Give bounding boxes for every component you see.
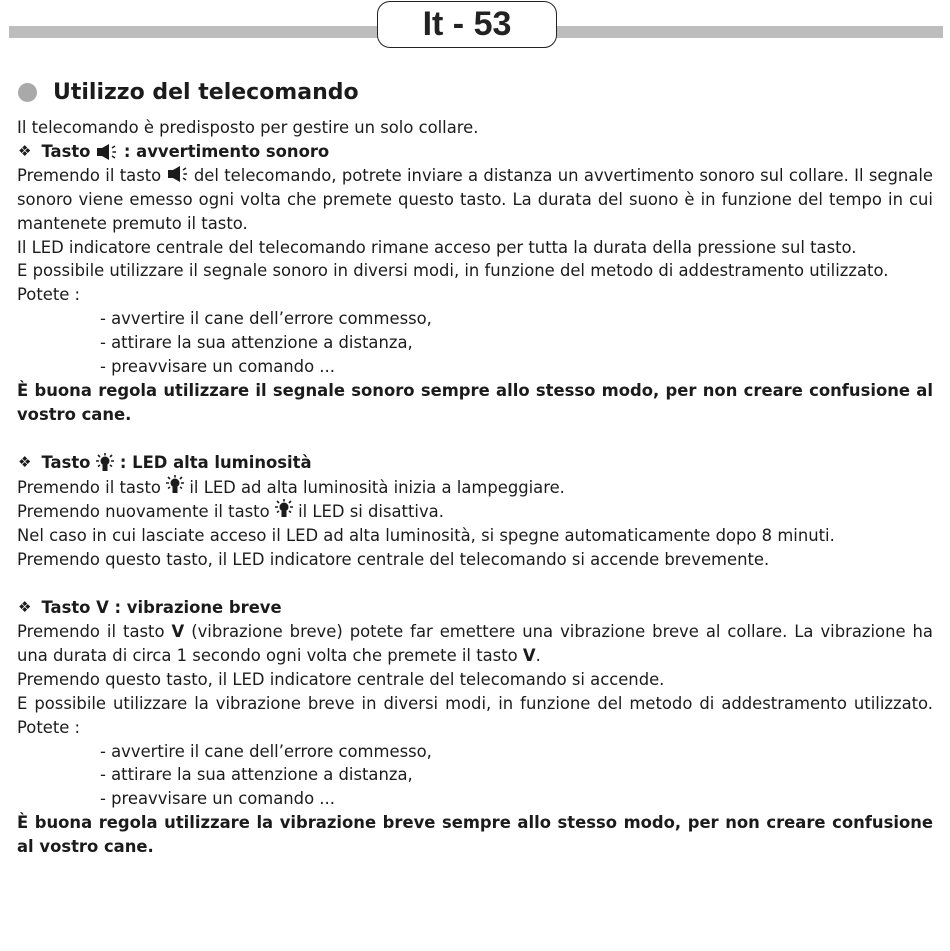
- speaker-icon: [167, 165, 189, 183]
- sound-paragraph-1: Premendo il tasto del telecomando, potrete inviare a distanza un avvertimento sonoro sul collare. Il segnale sonoro viene emesso ogni volta che premete questo tasto. La durata del suono è in funzione del tempo in cui mantenete premuto il tasto.: [17, 165, 933, 233]
- bulb-icon: [166, 475, 184, 495]
- bulb-icon: [275, 499, 293, 519]
- list-item: - preavvisare un comando ...: [100, 357, 335, 377]
- list-item: - avvertire il cane dell’errore commesso,: [100, 741, 432, 761]
- led-line-3: Nel caso in cui lasciate acceso il LED ad alta luminosità, si spegne automaticamente dopo 8 minuti.: [17, 526, 835, 546]
- section-heading: [18, 80, 359, 105]
- vib-heading: ❖ Tasto V : vibrazione breve: [17, 596, 933, 620]
- sound-paragraph-4: Potete :: [17, 285, 81, 305]
- diamond-bullet-icon: ❖: [18, 452, 32, 471]
- vib-paragraph-1: Premendo il tasto V (vibrazione breve) potete far emettere una vibrazione breve al collare. La vibrazione ha una durata di circa 1 secondo ogni volta che premete il tasto V.: [17, 622, 933, 665]
- vib-paragraph-2: Premendo questo tasto, il LED indicatore centrale del telecomando si accende.: [17, 669, 665, 689]
- sound-paragraph-3: E possibile utilizzare il segnale sonoro in diversi modi, in funzione del metodo di addestramento utilizzato.: [17, 261, 889, 281]
- vib-paragraph-3: E possibile utilizzare la vibrazione breve in diversi modi, in funzione del metodo di addestramento utilizzato. Potete :: [17, 693, 933, 737]
- diamond-bullet-icon: ❖: [18, 598, 32, 617]
- body-text: [17, 116, 933, 859]
- sound-paragraph-2: Il LED indicatore centrale del telecomando rimane acceso per tutta la durata della pressione sul tasto.: [17, 237, 857, 257]
- list-item: - preavvisare un comando ...: [100, 789, 335, 809]
- diamond-bullet-icon: ❖: [18, 141, 32, 160]
- list-item: - avvertire il cane dell’errore commesso,: [100, 309, 432, 329]
- led-heading: ❖ Tasto : LED alta luminosità: [17, 451, 933, 475]
- sound-note: È buona regola utilizzare il segnale sonoro sempre allo stesso modo, per non creare confusione al vostro cane.: [17, 380, 933, 424]
- list-item: - attirare la sua attenzione a distanza,: [100, 333, 413, 353]
- vib-note: È buona regola utilizzare la vibrazione breve sempre allo stesso modo, per non creare confusione al vostro cane.: [17, 813, 933, 857]
- section-title: Utilizzo del telecomando: [53, 80, 359, 105]
- speaker-icon: [96, 143, 118, 161]
- led-line-1: Premendo il tasto il LED ad alta luminosità inizia a lampeggiare.: [17, 475, 933, 500]
- bulb-icon: [96, 453, 114, 473]
- section-bullet-icon: [18, 83, 37, 102]
- led-line-4: Premendo questo tasto, il LED indicatore centrale del telecomando si accende brevemente.: [17, 550, 770, 570]
- sound-heading: ❖ Tasto : avvertimento sonoro: [17, 140, 933, 164]
- page-number: It - 53: [377, 1, 557, 48]
- led-line-2: Premendo nuovamente il tasto il LED si disattiva.: [17, 499, 933, 524]
- intro-text: Il telecomando è predisposto per gestire un solo collare.: [17, 118, 479, 137]
- list-item: - attirare la sua attenzione a distanza,: [100, 765, 413, 785]
